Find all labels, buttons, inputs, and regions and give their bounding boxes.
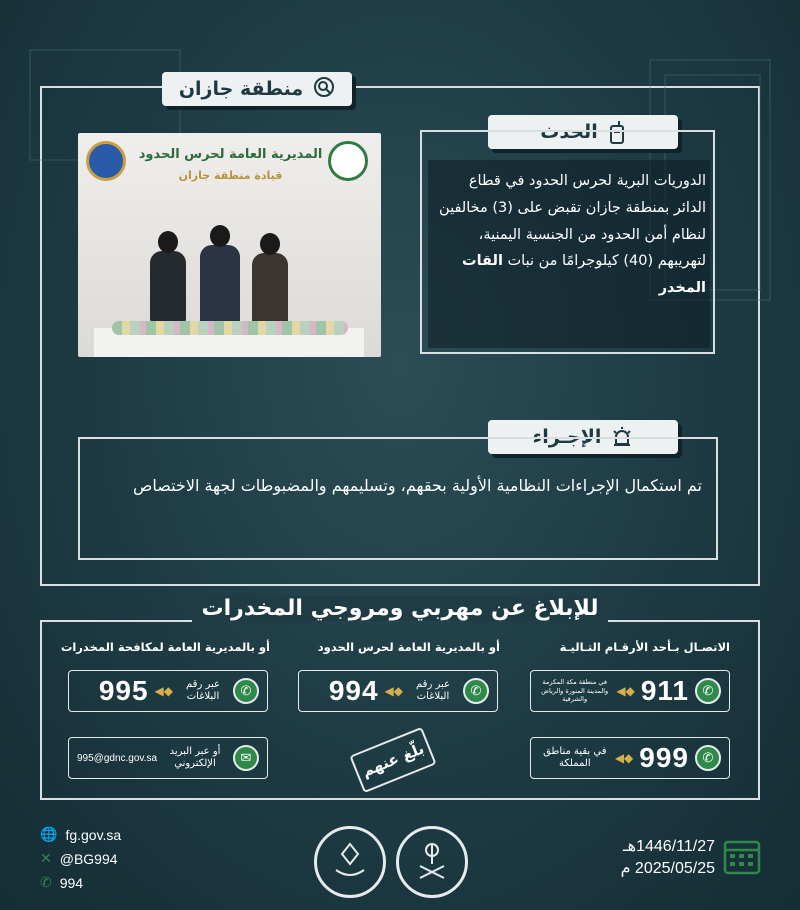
region-tag [162,72,352,106]
phone-icon: ✆ [695,745,721,771]
footer-twitter-text: @BG994 [59,850,118,867]
hotline-999-note: في بقية مناطق المملكة [543,745,607,769]
phone-icon: ✆ [695,678,721,704]
report-stamp: بلّغ عنهم [349,727,436,793]
event-body [436,168,706,302]
photo-bundles [112,321,348,335]
saudi-emblem [396,826,468,898]
globe-icon: 🌐 [40,826,58,842]
photo-banner-title: المديرية العامة لحرس الحدود [138,147,323,162]
report-frame-topline-right [608,620,760,622]
x-logo-icon: ✕ [40,850,52,866]
event-text: الدوريات البرية لحرس الحدود في قطاع الدائر بمنطقة جازان تقبض على (3) مخالفين لنظام أمن الحدود من الجنسية اليمنية، لتهريبهم (40) كيلوجرامًا من نبات [439,173,706,270]
chevron-left-icon: ◆◀ [154,684,173,698]
procedure-body: تم استكمال الإجراءات النظامية الأولية بحقهم، وتسليمهم والمضبوطات لجهة الاختصاص [133,476,702,495]
region-title: منطقة جازان [178,78,304,100]
photo-person [260,233,280,255]
photo-person [158,231,178,253]
magnifier-icon [313,76,335,103]
seizure-photo [78,133,381,357]
hotline-911-number: 911 [640,675,689,706]
email-contact[interactable] [68,737,268,779]
report-title: للإبلاغ عن مهربي ومروجي المخدرات [190,596,610,621]
phone-icon: ✆ [463,678,489,704]
footer-phone-text: 994 [59,874,84,891]
photo-banner-subtitle: قيادة منطقة جازان [178,169,283,182]
event-title: الحدث [540,121,598,143]
hotline-994[interactable] [298,670,498,712]
footer-phone[interactable] [40,874,83,891]
date-hijri: 1446/11/27هـ [622,838,715,855]
photo-person [150,251,186,323]
hotline-995[interactable] [68,670,268,712]
hotline-995-note: عبر رقم البلاغات [186,678,220,702]
col1-title: الاتصـال بـأحد الأرقـام التـاليـة [559,640,730,654]
chevron-left-icon: ◆◀ [614,751,634,765]
footer-website[interactable] [40,826,121,843]
envelope-icon: ✉ [233,745,259,771]
hotline-995-number: 995 [98,675,149,706]
photo-banner-emblem [328,141,368,181]
procedure-title: الإجـراء [532,426,602,448]
chevron-left-icon: ◆◀ [616,684,635,698]
footer-twitter[interactable] [40,850,118,867]
col3-title: أو بالمديرية العامة لمكافحة المخدرات [60,640,270,654]
photo-person [210,225,230,247]
date-gregorian: 2025/05/25 م [620,860,715,877]
hotline-911[interactable] [530,670,730,712]
chevron-left-icon: ◆◀ [384,684,403,698]
photo-person [252,253,288,325]
hotline-999[interactable] [530,737,730,779]
email-note: أو عبر البريد الإلكتروني [169,745,221,769]
phone-icon: ✆ [233,678,259,704]
calendar-icon [722,836,762,880]
hotline-999-number: 999 [639,742,689,773]
photo-person [200,245,240,325]
col2-title: أو بالمديرية العامة لحرس الحدود [317,640,500,654]
event-text-bold: القات المخدر [462,253,706,297]
report-frame-topline-left [40,620,192,622]
phone-icon: ✆ [40,874,52,890]
email-address[interactable]: 995@gdnc.gov.sa [77,752,158,764]
hotline-911-note: في منطقة مكة المكرمة والمدينة المنورة والرياض والشرقية [541,678,609,704]
footer-website-text: fg.gov.sa [65,826,122,843]
border-guard-emblem [314,826,386,898]
hotline-994-note: عبر رقم البلاغات [416,678,450,702]
photo-banner-logo [86,141,126,181]
hotline-994-number: 994 [328,675,379,706]
